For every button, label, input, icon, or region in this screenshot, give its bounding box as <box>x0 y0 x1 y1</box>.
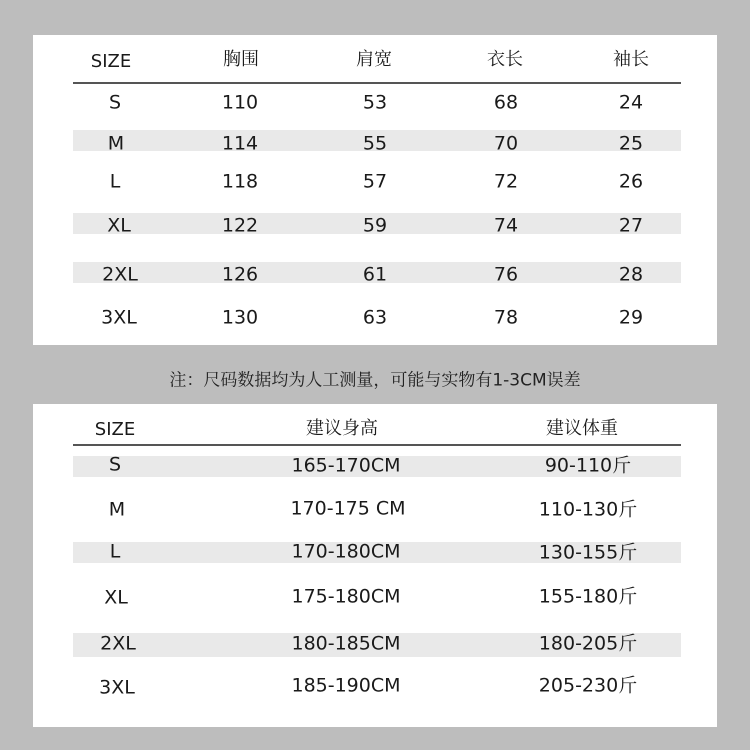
table-cell: 130 <box>221 306 259 329</box>
table-cell: 78 <box>493 306 519 329</box>
col-header-sleeve: 袖长 <box>613 49 649 70</box>
table-cell: M <box>107 132 125 155</box>
table-cell: 26 <box>618 170 644 193</box>
table-cell: 28 <box>618 263 644 286</box>
col-header-size: SIZE <box>94 419 136 440</box>
table-cell: 57 <box>362 170 388 193</box>
col-header-weight: 建议体重 <box>546 418 618 439</box>
table-cell: 59 <box>362 214 388 237</box>
table-cell: 72 <box>493 170 519 193</box>
col-header-size: SIZE <box>90 51 132 72</box>
table-cell: 165-170CM <box>291 454 401 477</box>
table-cell: 118 <box>221 170 259 193</box>
garment-size-table <box>33 35 717 345</box>
table-cell: 68 <box>493 91 519 114</box>
table-cell: 25 <box>618 132 644 155</box>
table-cell: 55 <box>362 132 388 155</box>
table-cell: 110-130斤 <box>538 498 638 521</box>
table-cell: L <box>109 170 121 193</box>
table-cell: 205-230斤 <box>538 674 638 697</box>
table-cell: 170-180CM <box>291 540 401 563</box>
table-cell: 76 <box>493 263 519 286</box>
table-cell: 180-205斤 <box>538 632 638 655</box>
table-cell: 90-110斤 <box>544 454 632 477</box>
table-cell: 24 <box>618 91 644 114</box>
table-cell: 110 <box>221 91 259 114</box>
col-header-shoulder: 肩宽 <box>356 49 392 70</box>
table-cell: 130-155斤 <box>538 541 638 564</box>
table-cell: 185-190CM <box>291 674 401 697</box>
table-cell: 2XL <box>102 263 138 286</box>
table-cell: 122 <box>221 214 259 237</box>
table-cell: XL <box>107 214 131 237</box>
table-cell: 114 <box>221 132 259 155</box>
col-header-length: 衣长 <box>487 49 523 70</box>
table-cell: 2XL <box>100 632 136 655</box>
table-cell: L <box>109 540 121 563</box>
recommended-size-table <box>33 404 717 727</box>
table-cell: 175-180CM <box>291 585 401 608</box>
table-cell: 74 <box>493 214 519 237</box>
table-cell: S <box>108 453 122 476</box>
table-cell: 170-175 CM <box>290 497 406 520</box>
table-cell: S <box>108 91 122 114</box>
table-cell: 29 <box>618 306 644 329</box>
table-cell: 53 <box>362 91 388 114</box>
col-header-height: 建议身高 <box>306 418 378 439</box>
table-cell: 27 <box>618 214 644 237</box>
table-cell: 155-180斤 <box>538 585 638 608</box>
measurement-note: 注：尺码数据均为人工测量，可能与实物有1-3CM误差 <box>169 370 581 391</box>
table-cell: 126 <box>221 263 259 286</box>
table-cell: 3XL <box>99 676 135 699</box>
table-cell: 70 <box>493 132 519 155</box>
header-rule <box>73 82 681 84</box>
table-cell: M <box>108 498 126 521</box>
table-cell: 180-185CM <box>291 632 401 655</box>
header-rule <box>73 444 681 446</box>
table-cell: XL <box>104 586 128 609</box>
col-header-chest: 胸围 <box>223 49 259 70</box>
table-cell: 3XL <box>101 306 137 329</box>
table-cell: 61 <box>362 263 388 286</box>
table-cell: 63 <box>362 306 388 329</box>
